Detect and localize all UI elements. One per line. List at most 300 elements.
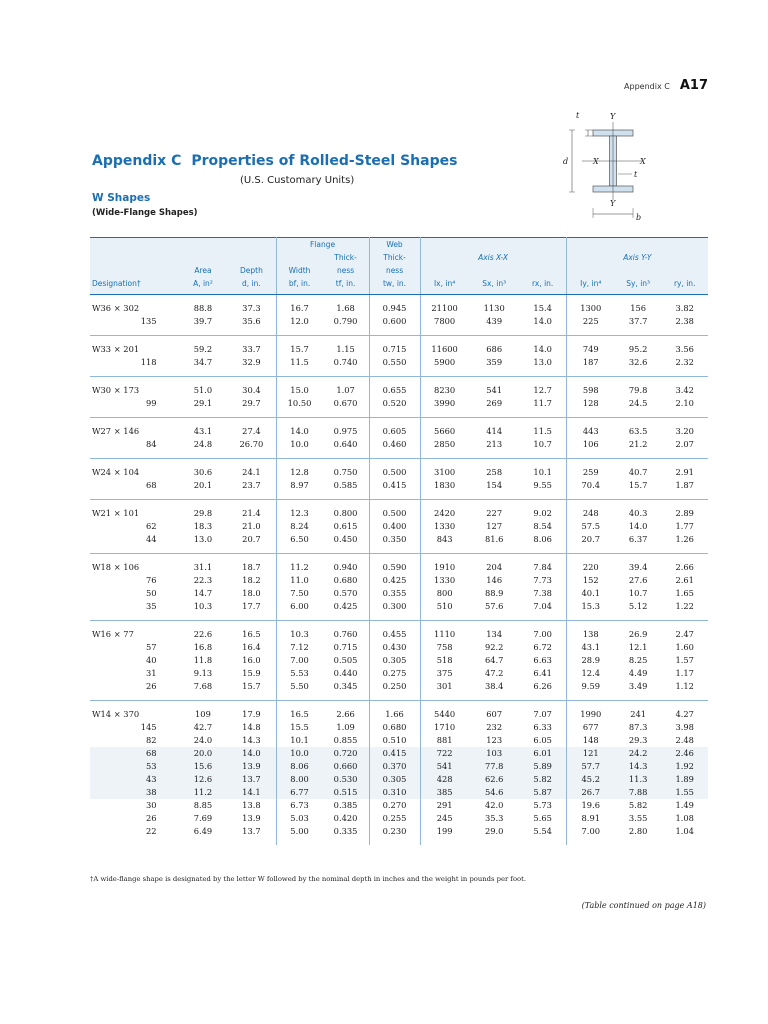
cell-ry: 2.10 xyxy=(675,398,694,408)
tf-label: t xyxy=(576,111,580,120)
cell-designation: 30 xyxy=(146,800,157,810)
table-row xyxy=(90,533,708,554)
cell-ry: 2.91 xyxy=(661,459,708,480)
cell-ix: 245 xyxy=(436,813,453,823)
iy-header: Iy, in⁴ xyxy=(580,279,602,288)
cell-depth: 13.9 xyxy=(227,760,276,773)
cell-area: 31.1 xyxy=(179,554,228,575)
cell-web-thickness: 0.250 xyxy=(369,680,420,701)
cell-ry: 1.17 xyxy=(675,668,694,678)
cell-ry: 3.56 xyxy=(661,336,708,357)
cell-area: 9.13 xyxy=(193,668,213,678)
cell-sy: 63.5 xyxy=(615,418,662,439)
cell-sx: 42.0 xyxy=(484,800,504,810)
cell-rx: 15.4 xyxy=(520,295,567,316)
flange-header: Flange xyxy=(309,240,336,249)
cell-web-thickness: 0.305 xyxy=(369,773,420,786)
cell-depth: 27.4 xyxy=(227,418,276,439)
cell-ix: 2420 xyxy=(420,500,469,521)
cell-sx: 414 xyxy=(469,418,520,439)
cell-flange-thickness: 0.385 xyxy=(323,799,370,812)
cell-designation: W18 × 106 xyxy=(90,554,179,575)
cell-ix: 1110 xyxy=(420,621,469,642)
cell-ix: 1330 xyxy=(434,521,456,531)
cell-flange-thickness: 2.66 xyxy=(323,701,370,722)
cell-ry: 2.48 xyxy=(675,735,694,745)
cell-web-thickness: 0.425 xyxy=(369,574,420,587)
cell-ix: 1830 xyxy=(434,480,456,490)
cell-iy: 7.00 xyxy=(581,826,601,836)
cell-ry: 3.42 xyxy=(661,377,708,398)
cell-flange-thickness: 0.800 xyxy=(323,500,370,521)
y-axis-top-label: Y xyxy=(610,112,616,121)
cell-flange-width: 6.77 xyxy=(276,786,323,799)
cell-ry: 2.47 xyxy=(661,621,708,642)
cell-ix: 375 xyxy=(436,668,453,678)
cell-web-thickness: 0.230 xyxy=(369,825,420,845)
axis-yy-header: Axis Y-Y xyxy=(623,253,652,262)
cell-ix: 1710 xyxy=(434,722,456,732)
cell-ry: 2.89 xyxy=(661,500,708,521)
cell-iy: 106 xyxy=(582,439,599,449)
cell-depth: 32.9 xyxy=(227,356,276,377)
cell-iy: 148 xyxy=(582,735,599,745)
cell-flange-thickness: 0.640 xyxy=(323,438,370,459)
table-row xyxy=(90,315,708,336)
cell-iy: 121 xyxy=(566,747,615,760)
cell-depth: 14.1 xyxy=(227,786,276,799)
cell-area: 24.0 xyxy=(193,735,213,745)
cell-flange-thickness: 1.68 xyxy=(323,295,370,316)
cell-designation: 31 xyxy=(146,668,157,678)
cell-flange-thickness: 0.720 xyxy=(323,747,370,760)
cell-sx: 81.6 xyxy=(484,534,504,544)
cell-ry: 1.60 xyxy=(675,642,694,652)
cell-designation: 26 xyxy=(146,813,157,823)
cell-ry: 1.65 xyxy=(675,588,694,598)
cell-depth: 21.0 xyxy=(227,520,276,533)
cell-sx: 232 xyxy=(486,722,503,732)
cell-flange-width: 8.24 xyxy=(290,521,309,531)
cell-sy: 14.0 xyxy=(628,521,648,531)
cell-flange-thickness: 0.530 xyxy=(323,773,370,786)
cell-web-thickness: 0.255 xyxy=(369,812,420,825)
cell-sy: 39.4 xyxy=(615,554,662,575)
cell-web-thickness: 0.415 xyxy=(369,747,420,760)
cell-designation: 53 xyxy=(90,760,179,773)
table-header xyxy=(90,238,708,295)
cell-iy: 26.7 xyxy=(566,786,615,799)
bf-label: b xyxy=(636,213,642,222)
cell-sy: 156 xyxy=(630,303,647,313)
cell-designation: 68 xyxy=(90,747,179,760)
cell-ix: 8230 xyxy=(420,377,469,398)
cell-rx: 5.65 xyxy=(520,812,567,825)
cell-area: 8.85 xyxy=(193,800,213,810)
cell-web-thickness: 0.600 xyxy=(369,315,420,336)
cell-web-thickness: 0.310 xyxy=(369,786,420,799)
ix-header: Ix, in⁴ xyxy=(433,279,456,288)
cell-web-thickness: 0.945 xyxy=(369,295,420,316)
cell-depth: 14.8 xyxy=(227,721,276,734)
table-row xyxy=(90,734,708,747)
page-subtitle: (U.S. Customary Units) xyxy=(240,175,355,186)
cell-sy: 3.49 xyxy=(628,681,648,691)
cell-flange-width: 5.53 xyxy=(290,668,309,678)
cell-rx: 8.54 xyxy=(520,520,567,533)
cell-ix: 428 xyxy=(420,773,469,786)
cell-flange-thickness: 0.420 xyxy=(323,812,370,825)
cell-designation: 22 xyxy=(146,826,157,836)
cell-web-thickness: 0.370 xyxy=(369,760,420,773)
cell-flange-thickness: 0.680 xyxy=(323,574,370,587)
cell-area: 29.8 xyxy=(179,500,228,521)
table-row xyxy=(90,812,708,825)
cell-flange-thickness: 0.750 xyxy=(323,459,370,480)
cell-rx: 13.0 xyxy=(520,356,567,377)
cell-ry: 1.49 xyxy=(675,800,694,810)
cell-sy: 95.2 xyxy=(615,336,662,357)
cell-ry: 2.07 xyxy=(675,439,694,449)
ry-header: ry, in. xyxy=(673,279,696,288)
cell-flange-thickness: 0.660 xyxy=(323,760,370,773)
cell-ix: 800 xyxy=(436,588,453,598)
cell-sy: 14.3 xyxy=(615,760,662,773)
table-row xyxy=(90,520,708,533)
cell-sx: 204 xyxy=(469,554,520,575)
cell-flange-width: 15.0 xyxy=(276,377,323,398)
cell-flange-width: 8.06 xyxy=(276,760,323,773)
cell-sx: 439 xyxy=(486,316,503,326)
cell-ix: 11600 xyxy=(420,336,469,357)
cell-iy: 443 xyxy=(566,418,615,439)
cell-web-thickness: 0.300 xyxy=(369,600,420,621)
cell-iy: 70.4 xyxy=(581,480,601,490)
tf-unit-header: tf, in. xyxy=(335,279,356,288)
cell-sx: 62.6 xyxy=(469,773,520,786)
cell-sx: 92.2 xyxy=(484,642,504,652)
cell-designation: 26 xyxy=(146,681,157,691)
cell-flange-width: 7.50 xyxy=(290,588,309,598)
cell-area: 7.68 xyxy=(193,681,213,691)
cell-sy: 79.8 xyxy=(615,377,662,398)
flange-thick-header: Thick- xyxy=(334,253,357,262)
cell-ry: 1.55 xyxy=(661,786,708,799)
cell-iy: 677 xyxy=(582,722,599,732)
cell-web-thickness: 0.355 xyxy=(369,587,420,600)
table-row xyxy=(90,587,708,600)
table-row xyxy=(90,825,708,845)
cell-designation: 35 xyxy=(146,601,157,611)
cell-web-thickness: 0.590 xyxy=(369,554,420,575)
cell-ry: 1.89 xyxy=(661,773,708,786)
cell-flange-thickness: 0.740 xyxy=(323,356,370,377)
cell-sx: 77.8 xyxy=(469,760,520,773)
cell-area: 18.3 xyxy=(193,521,213,531)
cell-ix: 385 xyxy=(420,786,469,799)
cell-designation: 99 xyxy=(146,398,157,408)
cell-sx: 686 xyxy=(469,336,520,357)
rx-header: rx, in. xyxy=(532,279,554,288)
cell-area: 59.2 xyxy=(179,336,228,357)
cell-rx: 7.84 xyxy=(520,554,567,575)
cell-sx: 54.6 xyxy=(469,786,520,799)
w-shapes-table xyxy=(90,237,708,845)
cell-sx: 88.9 xyxy=(484,588,504,598)
cell-flange-thickness: 0.450 xyxy=(323,533,370,554)
cell-designation: W27 × 146 xyxy=(90,418,179,439)
cell-depth: 37.3 xyxy=(227,295,276,316)
cell-sy: 37.7 xyxy=(628,316,648,326)
cell-ry: 1.87 xyxy=(675,480,694,490)
cell-sy: 26.9 xyxy=(615,621,662,642)
cell-depth: 21.4 xyxy=(227,500,276,521)
cell-flange-width: 10.3 xyxy=(276,621,323,642)
cell-designation: 40 xyxy=(146,655,157,665)
cell-area: 29.1 xyxy=(193,398,213,408)
cell-designation: 135 xyxy=(140,316,157,326)
cell-rx: 7.04 xyxy=(520,600,567,621)
cell-sy: 27.6 xyxy=(628,575,648,585)
cell-flange-width: 12.8 xyxy=(276,459,323,480)
cell-flange-thickness: 0.505 xyxy=(323,654,370,667)
cell-ix: 21100 xyxy=(431,303,458,313)
sx-header: Sx, in³ xyxy=(482,279,507,288)
cell-designation: W30 × 173 xyxy=(90,377,179,398)
cell-depth: 30.4 xyxy=(227,377,276,398)
width-header: Width xyxy=(288,266,311,275)
cell-area: 24.8 xyxy=(193,439,213,449)
cell-designation: W21 × 101 xyxy=(90,500,179,521)
cell-flange-width: 10.1 xyxy=(290,735,309,745)
designation-header: Designation† xyxy=(92,279,141,288)
cell-designation: 50 xyxy=(146,588,157,598)
area-header: Area xyxy=(194,266,212,275)
cell-flange-width: 5.00 xyxy=(290,826,309,836)
cell-area: 10.3 xyxy=(193,601,213,611)
cell-sx: 103 xyxy=(469,747,520,760)
cell-area: 11.2 xyxy=(179,786,228,799)
cell-rx: 5.73 xyxy=(520,799,567,812)
cell-rx: 11.7 xyxy=(520,397,567,418)
cell-sx: 607 xyxy=(469,701,520,722)
table-row xyxy=(90,641,708,654)
cell-sy: 8.25 xyxy=(628,655,648,665)
d-label: d xyxy=(563,157,569,166)
cell-sx: 38.4 xyxy=(484,681,504,691)
cell-sy: 24.5 xyxy=(628,398,648,408)
cell-depth: 18.2 xyxy=(227,574,276,587)
web-thick-header: Thick- xyxy=(383,253,406,262)
cell-ix: 3990 xyxy=(434,398,456,408)
cell-ry: 1.92 xyxy=(661,760,708,773)
cell-area: 16.8 xyxy=(193,642,213,652)
cell-iy: 220 xyxy=(566,554,615,575)
cell-ry: 1.12 xyxy=(675,681,694,691)
section-heading: W Shapes xyxy=(92,192,151,204)
cell-web-thickness: 0.400 xyxy=(369,520,420,533)
table-row xyxy=(90,459,708,480)
cell-sy: 40.7 xyxy=(615,459,662,480)
cell-sx: 541 xyxy=(469,377,520,398)
cell-sy: 24.2 xyxy=(615,747,662,760)
cell-area: 39.7 xyxy=(193,316,213,326)
cell-area: 22.6 xyxy=(179,621,228,642)
table-row xyxy=(90,377,708,398)
table-row xyxy=(90,654,708,667)
cell-depth: 24.1 xyxy=(227,459,276,480)
cell-designation: W36 × 302 xyxy=(92,303,140,313)
table-row xyxy=(90,418,708,439)
cell-ry: 2.66 xyxy=(661,554,708,575)
cell-sx: 127 xyxy=(486,521,503,531)
cell-rx: 7.38 xyxy=(520,587,567,600)
cell-ry: 1.08 xyxy=(675,813,694,823)
cell-web-thickness: 0.430 xyxy=(369,641,420,654)
cell-rx: 6.41 xyxy=(520,667,567,680)
cell-web-thickness: 0.520 xyxy=(369,397,420,418)
cell-sy: 40.3 xyxy=(615,500,662,521)
area-unit-header: A, in² xyxy=(193,279,213,288)
cell-depth: 13.7 xyxy=(227,825,276,845)
cell-ix: 5440 xyxy=(420,701,469,722)
x-axis-right-label: X xyxy=(640,157,646,166)
cell-sx: 47.2 xyxy=(484,668,504,678)
cell-flange-width: 12.0 xyxy=(290,316,309,326)
cell-sy: 12.1 xyxy=(628,642,648,652)
cell-iy: 45.2 xyxy=(566,773,615,786)
appendix-label: Appendix C xyxy=(92,153,182,169)
cell-sx: 57.6 xyxy=(484,601,504,611)
cell-rx: 5.87 xyxy=(520,786,567,799)
cell-ix: 758 xyxy=(436,642,453,652)
cell-flange-width: 8.97 xyxy=(290,480,309,490)
cell-sx: 29.0 xyxy=(484,826,504,836)
table-row xyxy=(90,479,708,500)
cell-area: 12.6 xyxy=(179,773,228,786)
table-row xyxy=(90,397,708,418)
cell-area: 6.49 xyxy=(193,826,213,836)
appendix-title: Properties of Rolled-Steel Shapes xyxy=(191,153,458,169)
cell-ix: 2850 xyxy=(434,439,456,449)
cell-designation: 145 xyxy=(140,722,157,732)
cell-rx: 6.63 xyxy=(520,654,567,667)
cell-area: 30.6 xyxy=(179,459,228,480)
cell-sy: 11.3 xyxy=(615,773,662,786)
cell-iy: 9.59 xyxy=(581,681,601,691)
sy-header: Sy, in³ xyxy=(626,279,651,288)
cell-ix: 722 xyxy=(420,747,469,760)
cell-sy: 29.3 xyxy=(628,735,648,745)
cell-ix: 291 xyxy=(436,800,453,810)
cell-flange-thickness: 0.790 xyxy=(323,315,370,336)
cell-web-thickness: 0.500 xyxy=(369,459,420,480)
cell-ry: 1.77 xyxy=(675,521,694,531)
cell-depth: 14.3 xyxy=(227,734,276,747)
cell-designation: 57 xyxy=(146,642,157,652)
cell-depth: 18.0 xyxy=(227,587,276,600)
axis-xx-header: Axis X-X xyxy=(478,253,509,262)
cell-flange-thickness: 0.855 xyxy=(323,734,370,747)
cell-rx: 6.26 xyxy=(520,680,567,701)
table-body xyxy=(90,295,708,846)
cell-sy: 32.6 xyxy=(628,357,648,367)
cell-area: 15.6 xyxy=(179,760,228,773)
cell-depth: 14.0 xyxy=(227,747,276,760)
cell-ix: 541 xyxy=(420,760,469,773)
cell-iy: 8.91 xyxy=(581,813,601,823)
cell-rx: 12.7 xyxy=(520,377,567,398)
cell-rx: 7.07 xyxy=(520,701,567,722)
cell-flange-width: 15.7 xyxy=(276,336,323,357)
cell-depth: 16.0 xyxy=(227,654,276,667)
cell-sx: 134 xyxy=(469,621,520,642)
cell-ix: 843 xyxy=(436,534,453,544)
cell-ry: 3.82 xyxy=(675,303,694,313)
cell-flange-width: 6.00 xyxy=(290,601,309,611)
cell-area: 88.8 xyxy=(193,303,213,313)
cell-ix: 1910 xyxy=(420,554,469,575)
cell-rx: 10.7 xyxy=(520,438,567,459)
cell-rx: 6.01 xyxy=(520,747,567,760)
cell-sy: 3.55 xyxy=(628,813,648,823)
cell-area: 11.8 xyxy=(193,655,213,665)
cell-rx: 9.02 xyxy=(520,500,567,521)
cell-flange-thickness: 0.345 xyxy=(323,680,370,701)
cell-sy: 2.80 xyxy=(628,826,648,836)
cell-flange-width: 11.0 xyxy=(290,575,309,585)
cell-ry: 2.32 xyxy=(675,357,694,367)
cell-flange-width: 7.00 xyxy=(290,655,309,665)
cell-designation: 118 xyxy=(140,357,157,367)
cell-area: 51.0 xyxy=(179,377,228,398)
cell-iy: 598 xyxy=(566,377,615,398)
cell-flange-thickness: 0.715 xyxy=(323,641,370,654)
cell-depth: 26.70 xyxy=(227,438,276,459)
cell-rx: 6.72 xyxy=(520,641,567,654)
cell-web-thickness: 1.66 xyxy=(369,701,420,722)
cell-flange-width: 6.73 xyxy=(290,800,309,810)
cell-flange-thickness: 0.440 xyxy=(323,667,370,680)
cell-flange-width: 6.50 xyxy=(290,534,309,544)
cell-sx: 269 xyxy=(486,398,503,408)
cell-iy: 12.4 xyxy=(581,668,601,678)
table-row xyxy=(90,356,708,377)
cell-flange-width: 7.12 xyxy=(290,642,309,652)
cell-designation: 76 xyxy=(146,575,157,585)
cell-sx: 359 xyxy=(486,357,503,367)
cell-flange-width: 12.3 xyxy=(276,500,323,521)
cell-sy: 6.37 xyxy=(628,534,648,544)
cell-flange-thickness: 0.940 xyxy=(323,554,370,575)
cell-web-thickness: 0.715 xyxy=(369,336,420,357)
cell-area: 42.7 xyxy=(193,722,213,732)
cell-sx: 123 xyxy=(486,735,503,745)
cell-area: 43.1 xyxy=(179,418,228,439)
cell-depth: 16.4 xyxy=(227,641,276,654)
cell-rx: 7.73 xyxy=(520,574,567,587)
cell-flange-thickness: 0.425 xyxy=(323,600,370,621)
cell-designation: W16 × 77 xyxy=(90,621,179,642)
table-row xyxy=(90,773,708,786)
cell-ix: 518 xyxy=(436,655,453,665)
cell-web-thickness: 0.415 xyxy=(369,479,420,500)
cell-depth: 13.8 xyxy=(227,799,276,812)
cell-flange-thickness: 0.760 xyxy=(323,621,370,642)
cell-designation: 43 xyxy=(90,773,179,786)
table-row xyxy=(90,554,708,575)
cell-depth: 17.7 xyxy=(227,600,276,621)
